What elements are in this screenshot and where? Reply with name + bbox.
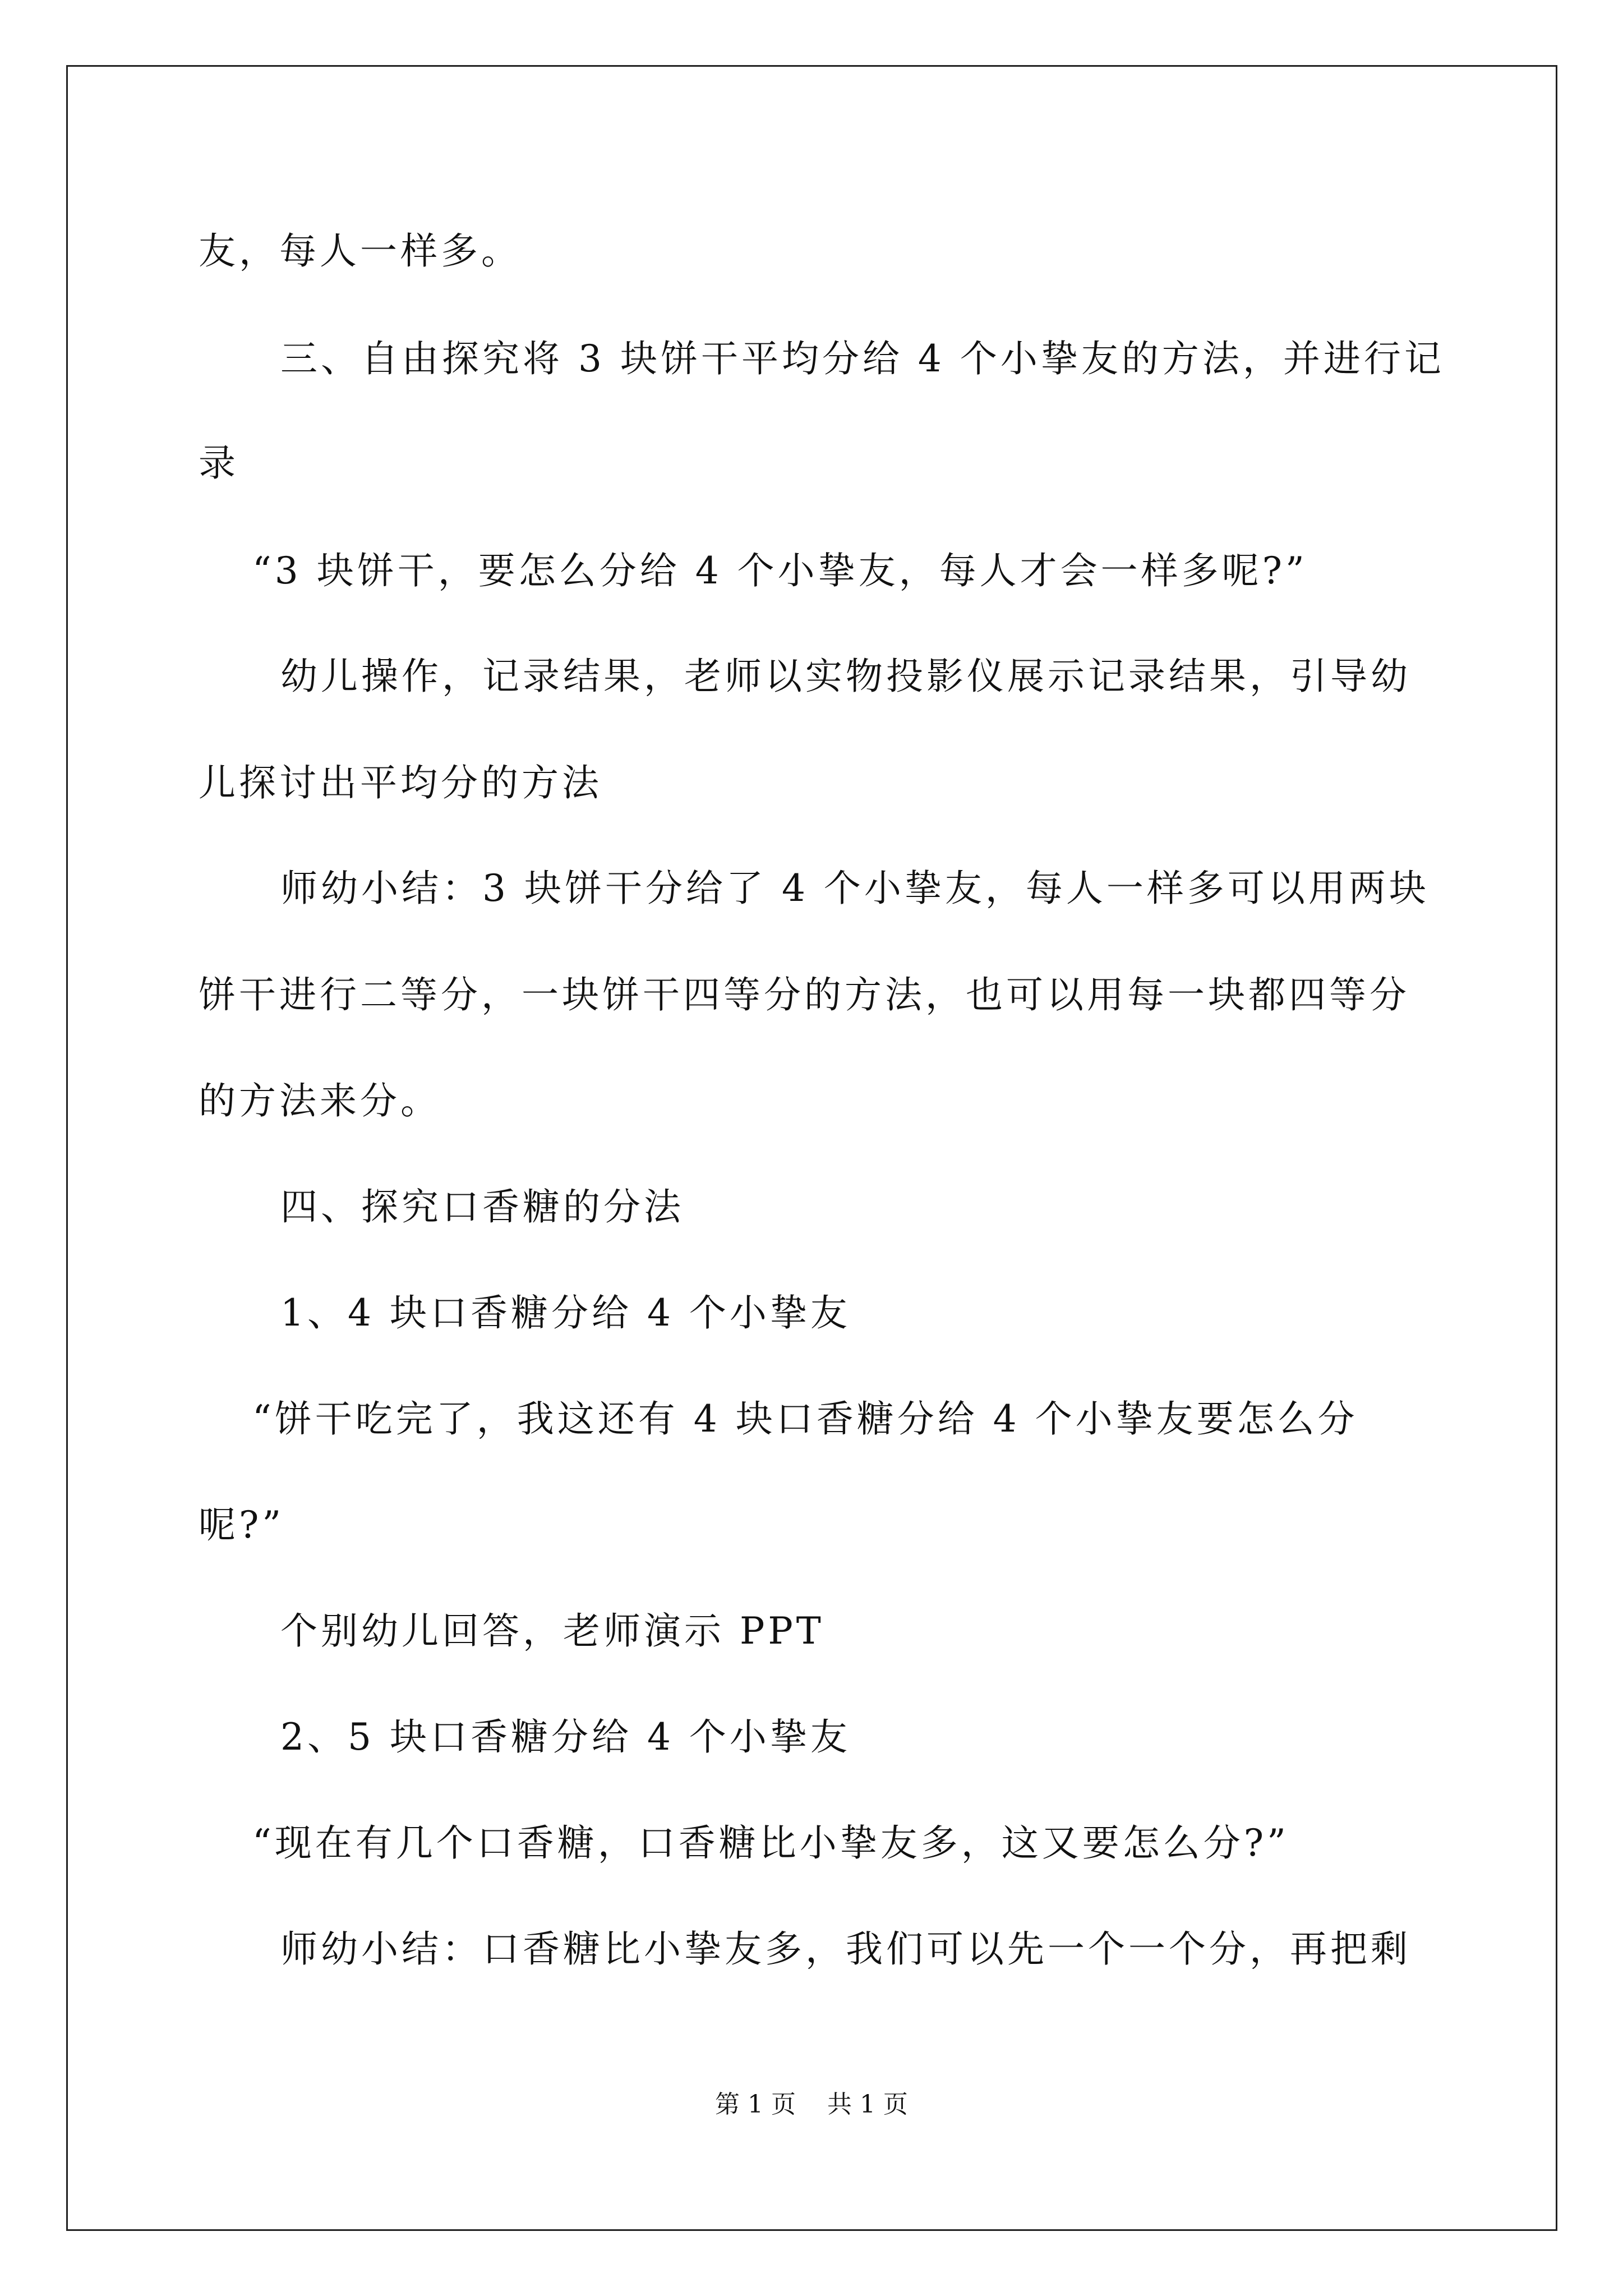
text-line-5: 幼儿操作，记录结果，老师以实物投影仪展示记录结果，引导幼	[280, 655, 1411, 698]
text-line-1: 友，每人一样多。	[199, 229, 522, 273]
text-line-11: 1、4 块口香糖分给 4 个小挚友	[280, 1291, 851, 1335]
page-border	[66, 65, 1557, 2231]
text-line-8: 饼干进行二等分，一块饼干四等分的方法，也可以用每一块都四等分	[199, 973, 1410, 1016]
text-line-13: 呢?”	[199, 1503, 285, 1547]
page-footer: 第 1 页 共 1 页	[715, 2090, 908, 2119]
text-line-7: 师幼小结：3 块饼干分给了 4 个小挚友，每人一样多可以用两块	[280, 867, 1430, 910]
text-line-3: 录	[199, 441, 239, 485]
text-line-16: “现在有几个口香糖，口香糖比小挚友多，这又要怎么分?”	[252, 1821, 1289, 1865]
text-line-12: “饼干吃完了，我这还有 4 块口香糖分给 4 个小挚友要怎么分	[252, 1397, 1358, 1441]
text-line-9: 的方法来分。	[199, 1079, 441, 1122]
text-line-10: 四、探究口香糖的分法	[280, 1185, 684, 1228]
text-line-2: 三、自由探究将 3 块饼干平均分给 4 个小挚友的方法，并进行记	[280, 337, 1445, 380]
text-line-14: 个别幼儿回答，老师演示 PPT	[280, 1609, 824, 1653]
text-line-17: 师幼小结：口香糖比小挚友多，我们可以先一个一个分，再把剩	[280, 1927, 1411, 1971]
text-line-15: 2、5 块口香糖分给 4 个小挚友	[280, 1715, 851, 1759]
text-line-4: “3 块饼干，要怎么分给 4 个小挚友，每人才会一样多呢?”	[252, 549, 1308, 592]
text-line-6: 儿探讨出平均分的方法	[199, 761, 602, 804]
